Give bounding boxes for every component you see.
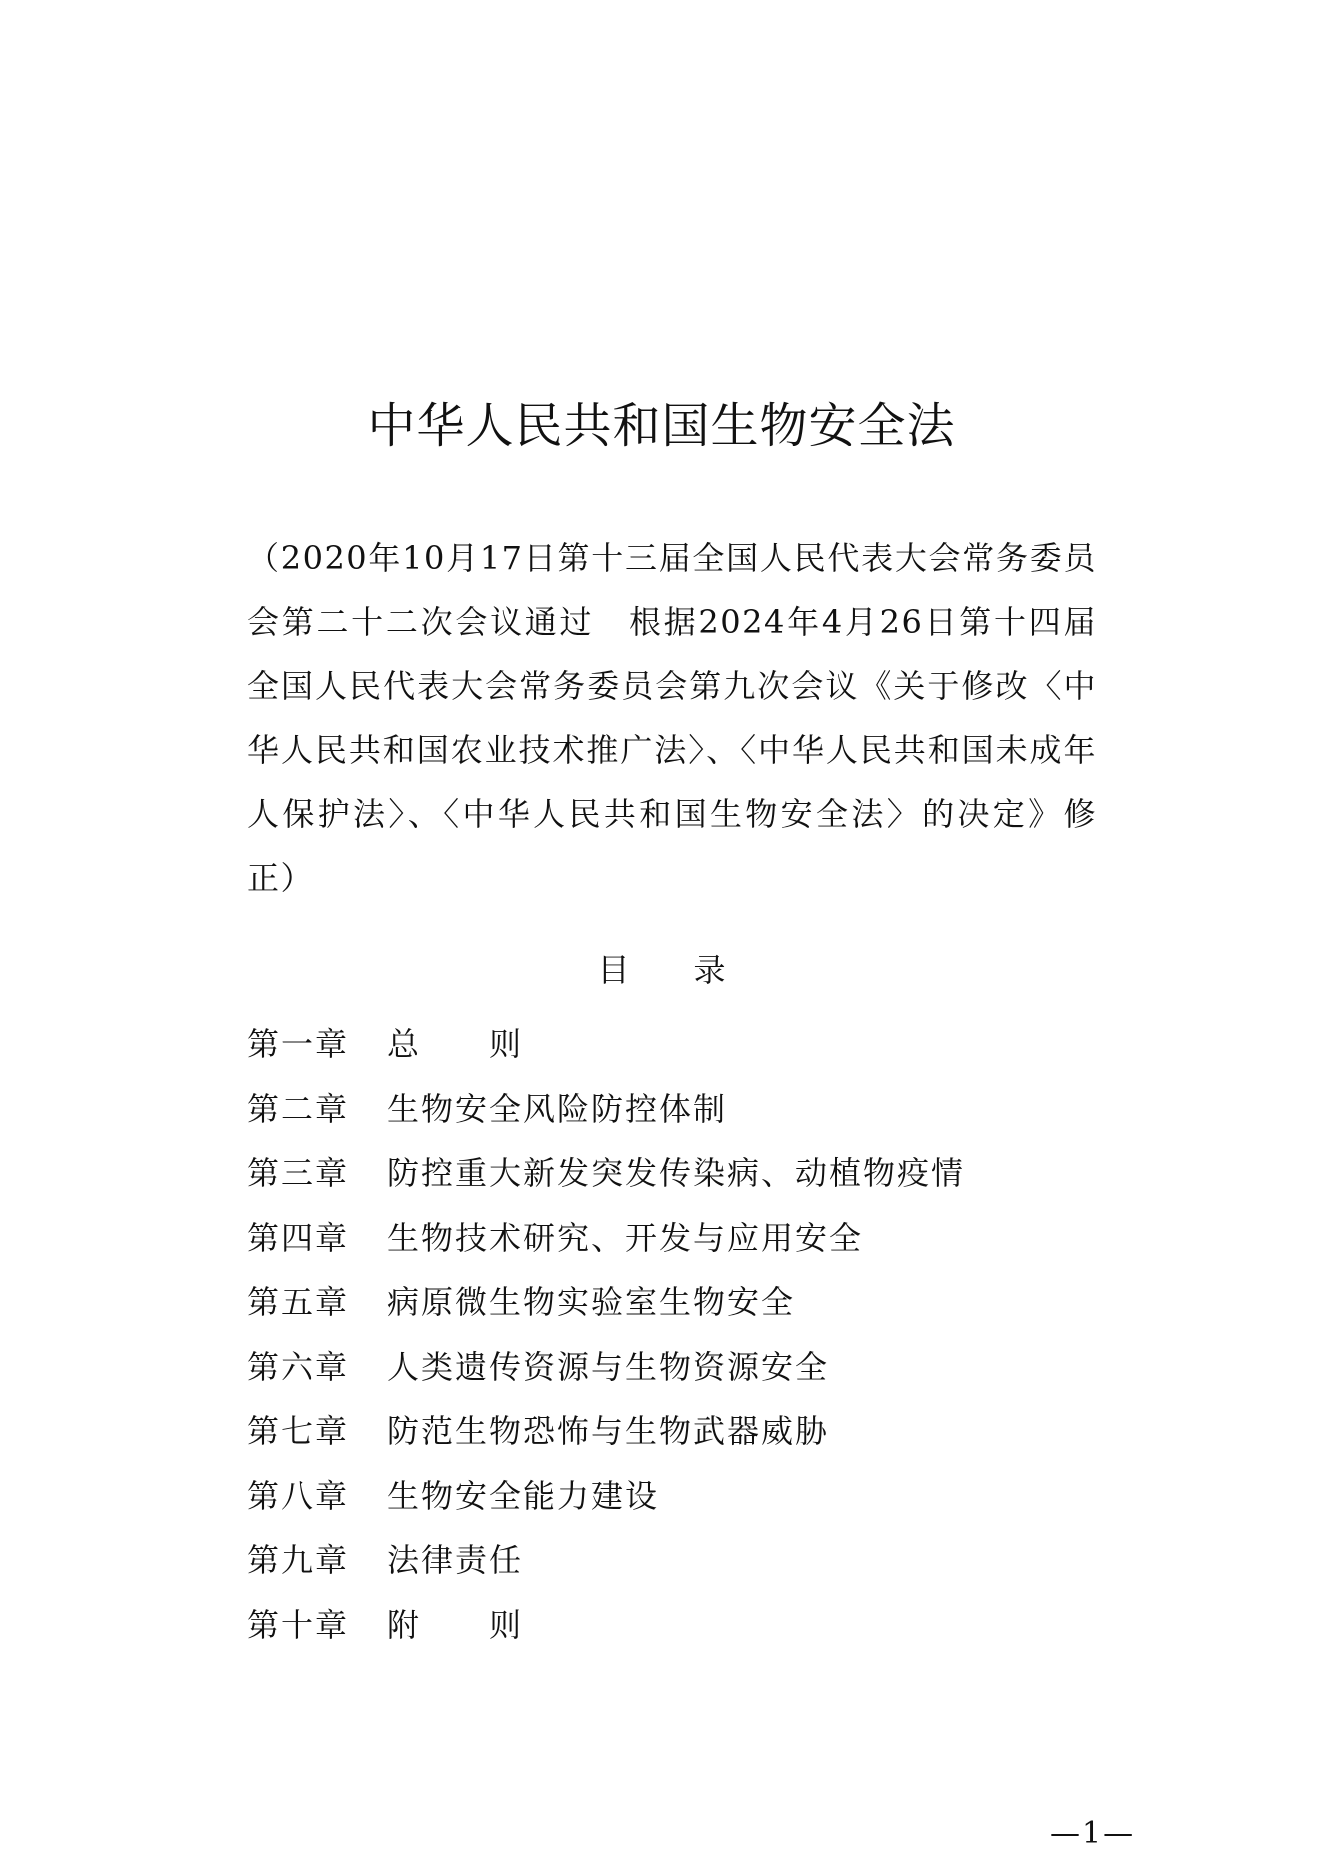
chapter-number: 第十章 xyxy=(247,1605,350,1644)
chapter-title: 生物技术研究、开发与应用安全 xyxy=(387,1218,864,1257)
chapter-number: 第八章 xyxy=(247,1476,350,1515)
toc-item[interactable] xyxy=(247,1077,1097,1142)
toc-item[interactable] xyxy=(247,1528,1097,1593)
document-title: 中华人民共和国生物安全法 xyxy=(367,398,956,455)
chapter-title: 生物安全能力建设 xyxy=(387,1476,660,1515)
chapter-number: 第二章 xyxy=(247,1089,350,1128)
adoption-note: （2020年10月17日第十三届全国人民代表大会常务委员会第二十二次会议通过 根据2024年4月26日第十四届全国人民代表大会常务委员会第九次会议《关于修改〈中华人民共和国农业技术推广法〉、〈中华人民共和国未成年人保护法〉、〈中华人民共和国生物安全法〉的决定》修正） xyxy=(247,539,1097,897)
chapter-title: 人类遗传资源与生物资源安全 xyxy=(387,1347,830,1386)
toc-heading xyxy=(0,946,1323,994)
toc-item[interactable] xyxy=(247,1141,1097,1206)
chapter-title: 防控重大新发突发传染病、动植物疫情 xyxy=(387,1154,966,1192)
chapter-title: 总 则 xyxy=(387,1025,524,1063)
toc-item[interactable] xyxy=(247,1270,1097,1335)
toc-item[interactable] xyxy=(247,1399,1097,1464)
toc-heading-char: 目 xyxy=(597,951,630,989)
toc-heading-char: 录 xyxy=(693,951,726,989)
chapter-title: 附 则 xyxy=(387,1605,524,1644)
chapter-title: 法律责任 xyxy=(387,1541,524,1579)
chapter-number: 第一章 xyxy=(247,1025,350,1063)
chapter-number: 第九章 xyxy=(247,1541,350,1579)
chapter-number: 第七章 xyxy=(247,1412,350,1450)
toc-item[interactable] xyxy=(247,1593,1097,1658)
toc-item[interactable] xyxy=(247,1464,1097,1529)
table-of-contents xyxy=(247,1012,1097,1657)
chapter-number: 第三章 xyxy=(247,1154,350,1192)
toc-item[interactable] xyxy=(247,1012,1097,1077)
chapter-number: 第五章 xyxy=(247,1283,350,1321)
page-number: —1— xyxy=(1050,1816,1136,1851)
chapter-number: 第四章 xyxy=(247,1218,350,1257)
chapter-title: 生物安全风险防控体制 xyxy=(387,1089,728,1128)
toc-item[interactable] xyxy=(247,1335,1097,1400)
chapter-title: 病原微生物实验室生物安全 xyxy=(387,1283,796,1321)
chapter-number: 第六章 xyxy=(247,1347,350,1386)
chapter-title: 防范生物恐怖与生物武器威胁 xyxy=(387,1412,830,1450)
toc-item[interactable] xyxy=(247,1206,1097,1271)
